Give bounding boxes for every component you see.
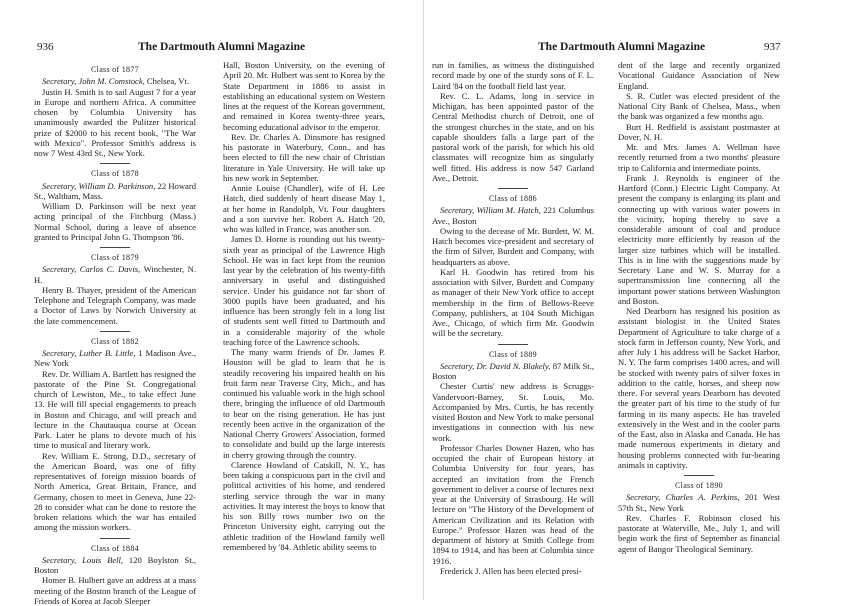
left-page	[0, 0, 424, 606]
news-paragraph: Owing to the decease of Mr. Burdett, W. M. Hatch becomes vice-president and secretary of the firm of Silver, Burdett and Company, with headquarters as above.	[432, 225, 594, 267]
news-paragraph: Clarence Howland of Catskill, N. Y., has been taking a conspicuous part in the civil and political activities of his home, and rendered sterling service through the war in many activities. It may interest the boys to know that his son Billy rows number two on the Princeton University eight, carrying out the athletic tradition of the Howland family well remembered by '84. Athletic ability seems to	[223, 459, 385, 552]
news-paragraph: Karl H. Goodwin has retired from his association with Silver, Burdett and Company as manager of their New York office to accept membership in the firm of Bellows-Reeve Company, publishers, at 104 South Michigan Ave., Chicago, of which firm Mr. Goodwin will be the secretary.	[432, 266, 594, 339]
secretary-address: Chelsea, Vt.	[144, 76, 190, 87]
secretary-address: 22 Howard St., Waltham, Mass.	[34, 180, 196, 201]
secretary-line	[34, 555, 196, 576]
class-heading: Class of 1877	[91, 65, 139, 74]
secretary-name: Secretary, Luther B. Little,	[42, 348, 136, 358]
class-heading: Class of 1879	[91, 253, 139, 262]
class-heading: Class of 1889	[489, 349, 537, 359]
news-paragraph: James D. Horne is rounding out his twenty-sixth year as principal of the Lawrence High School. He was in fact kept from the reunion last year by the celebration of his twenty-fifth anniversary in useful and distinguished service. Under his guidance not far short of 3000 pupils have been graduated, and his influence has been strongly felt in a long list of students sent well fitted to Dartmouth and in a considerable majority of the whole teaching force of the Lawrence schools.	[223, 234, 385, 347]
news-paragraph: Ned Dearborn has resigned his position as assistant biologist in the United States Department of Agriculture to take charge of a stock farm in Jefferson county, New York, and after July 1 his address will be Sacket Harbor, N. Y. The farm comprises 1400 acres, and will be stocked with twenty pairs of silver foxes in addition to the cattle, horses, and sheep now there. For several years Dearborn has devoted the greater part of his time to the study of fur farming in its many aspects. He has traveled extensively in the West and in the cooler parts of the East, also in Alaska and Canada. He has made numerous experiments in dietary and housing problems connected with fur-bearing animals in captivity.	[618, 306, 780, 470]
news-paragraph: Hall, Boston University, on the evening of April 20. Mr. Hulbert was sent to Korea by the State Department in 1886 to assist in establishing an educational system on Western lines at the request of the Korean government, and remained in Korea twenty-three years, becoming educational advisor to the emperor.	[223, 60, 385, 132]
news-paragraph: Frank J. Reynolds is engineer of the Hartford (Conn.) Electric Light Company. At present the company is enlarging its plant and connecting up with various water powers in the vicinity, hoping thereby to save a considerable amount of coal and produce electricity more efficiently by reason of the larger size turbines which will be installed. This is in line with the suggestions made by Secretary Lane and W. S. Murray for a supertransmission line connecting all the important power stations between Washington and Boston.	[618, 172, 780, 306]
news-paragraph: Rev. Dr. William A. Bartlett has resigned the pastorate of the Pine St. Congregational church of Lewiston, Me., to take effect June 13. He will fill special engagements to preach in Boston and Chicago, and will preach and lecture in the Chautauqua course at Ocean Park. Later he plans to devote much of his time to musical and literary work.	[34, 368, 196, 451]
secretary-name: Secretary, William M. Hatch,	[440, 205, 541, 216]
secretary-line	[34, 348, 196, 369]
secretary-address: 201 West 57th St., New York	[618, 492, 780, 513]
section-divider	[684, 475, 714, 476]
running-header-left: The Dartmouth Alumni Magazine	[138, 41, 306, 53]
news-paragraph: William D. Parkinson will be next year acting principal of the Fitchburg (Mass.) Normal School, during a leave of absence granted to Principal John G. Thompson '86.	[34, 201, 196, 242]
secretary-name: Secretary, John M. Comstock,	[42, 76, 145, 87]
news-paragraph: The many warm friends of Dr. James P. Houston will be glad to learn that he is steadily recovering his impaired health on his fruit farm near Traverse City, Mich., and has continued his valuable work in the high school there, bringing the influence of old Dartmouth to bear on the rising generation. He has just recently been active in the organization of the National Cherry Growers' Association, formed to consolidate and build up the large interests in cherry growing through the country.	[223, 347, 385, 460]
news-paragraph: Justin H. Smith is to sail August 7 for a year in Europe and northern Africa. A committee chosen by Columbia University has unanimously awarded the Pulitzer historical prize of $2000 to his recent book, "The War with Mexico". Professor Smith's address is now 7 West 43rd St., New York.	[34, 86, 196, 158]
page-number-right: 937	[764, 41, 781, 53]
section-divider	[100, 247, 130, 248]
page-number-left: 936	[37, 41, 54, 53]
section-divider	[100, 163, 130, 164]
secretary-address: 1 Madison Ave., New York	[34, 348, 197, 369]
news-paragraph: Henry B. Thayer, president of the American Telephone and Telegraph Company, was made a Doctor of Laws by Norwich University at the late commencement.	[34, 284, 196, 326]
news-paragraph: Rev. C. L. Adams, long in service in Michigan, has been appointed pastor of the Central Methodist church of Detroit, one of the strongest churches in the state, and on his capable shoulders falls a large part of the pastoral work of the parish, for which his old classmates will recognize him as singularly well fitted. His address is now 547 Garland Ave., Detroit.	[432, 90, 594, 183]
left-page-column-1	[34, 60, 196, 606]
secretary-name: Secretary, Dr. David N. Blakely,	[440, 360, 551, 371]
news-paragraph: dent of the large and recently organized Vocational Guidance Association of New England.	[618, 60, 780, 91]
secretary-address: Winchester, N. H.	[34, 264, 196, 285]
right-page	[424, 0, 852, 600]
news-paragraph: Frederick J. Allen has been elected presi-	[440, 565, 582, 576]
news-paragraph: Rev. William E. Strong, D.D., secretary of the American Board, was one of fifty representatives of foreign mission boards of North America, Great Britain, France, and Germany, chosen to meet in Geneva, June 22-28 to consider what can be done to restore the broken relations which the war has entailed among the mission workers.	[34, 450, 196, 533]
class-heading: Class of 1878	[91, 169, 139, 179]
class-heading: Class of 1884	[91, 543, 139, 553]
news-paragraph: Homer B. Hulbert gave an address at a mass meeting of the Boston branch of the League of Friends of Korea at Jacob Sleeper	[34, 575, 196, 606]
secretary-name: Secretary, Carlos C. Davis,	[42, 264, 141, 275]
section-divider	[498, 188, 528, 189]
news-paragraph: Chester Curtis' new address is Scruggs-Vandervoort-Barney, St. Louis, Mo. Accompanied by Mrs. Curtis, he has recently visited Boston and New York to make personal investigations in connection with his new work.	[432, 381, 594, 443]
class-heading: Class of 1890	[675, 481, 723, 490]
secretary-name: Secretary, William D. Parkinson,	[42, 180, 156, 191]
running-header-right: The Dartmouth Alumni Magazine	[538, 41, 706, 53]
right-page-column-2	[618, 60, 780, 554]
class-heading: Class of 1886	[489, 194, 537, 203]
secretary-address: 120 Boylston St., Boston	[34, 554, 197, 575]
news-paragraph: S. R. Cutler was elected president of the National City Bank of Chelsea, Mass., when the bank was organized a few months ago.	[618, 90, 780, 122]
left-page-column-2	[223, 60, 385, 552]
secretary-line	[432, 205, 594, 226]
right-page-column-1	[432, 60, 594, 576]
secretary-line	[34, 264, 196, 285]
secretary-line	[618, 492, 780, 513]
secretary-name: Secretary, Louis Bell,	[42, 554, 124, 565]
secretary-line	[34, 76, 196, 86]
news-paragraph: Rev. Charles F. Robinson closed his pastorate at Waterville, Me., July 1, and will begin work the first of September as financial agent of Bangor Theological Seminary.	[618, 512, 780, 554]
section-divider	[100, 331, 130, 332]
secretary-address: 87 Milk St., Boston	[432, 360, 594, 381]
news-paragraph: Professor Charles Downer Hazen, who has occupied the chair of European history at Columbia University for four years, has accepted an invitation from the French government to deliver a course of lectures next year at the University of Strasbourg. He will lecture on "The History of the Development of American Civilization and its Relation with Europe." Professor Hazen was head of the department of history at Smith College from 1894 to 1914, and has been at Columbia since 1916.	[432, 442, 594, 566]
news-paragraph: Annie Louise (Chandler), wife of H. Lee Hatch, died suddenly of heart disease May 1, at her home in Randolph, Vt. Four daughters and a son survive her. Robert A. Hatch '20, who was killed in France, was another son.	[223, 183, 385, 234]
news-paragraph: Mr. and Mrs. James A. Wellman have recently returned from a two months' pleasure trip to California and intermediate points.	[618, 142, 780, 173]
news-paragraph: Burt H. Redfield is assistant postmaster at Dover, N. H.	[618, 121, 780, 142]
secretary-line	[432, 361, 594, 382]
secretary-name: Secretary, Charles A. Perkins,	[626, 492, 740, 503]
class-heading: Class of 1882	[91, 336, 139, 346]
news-paragraph: run in families, as witness the distinguished record made by one of the sturdy sons of F. L. Laird '84 on the football field last year.	[432, 60, 594, 91]
section-divider	[100, 538, 130, 539]
section-divider	[498, 344, 528, 345]
news-paragraph: Rev. Dr. Charles A. Dinsmore has resigned his pastorate in Waterbury, Conn., and has been elected to fill the new chair of Christian literature in Yale University. He will take up his new work in September.	[223, 131, 385, 183]
secretary-line	[34, 181, 196, 202]
secretary-address: 221 Columbus Ave., Boston	[432, 205, 594, 226]
